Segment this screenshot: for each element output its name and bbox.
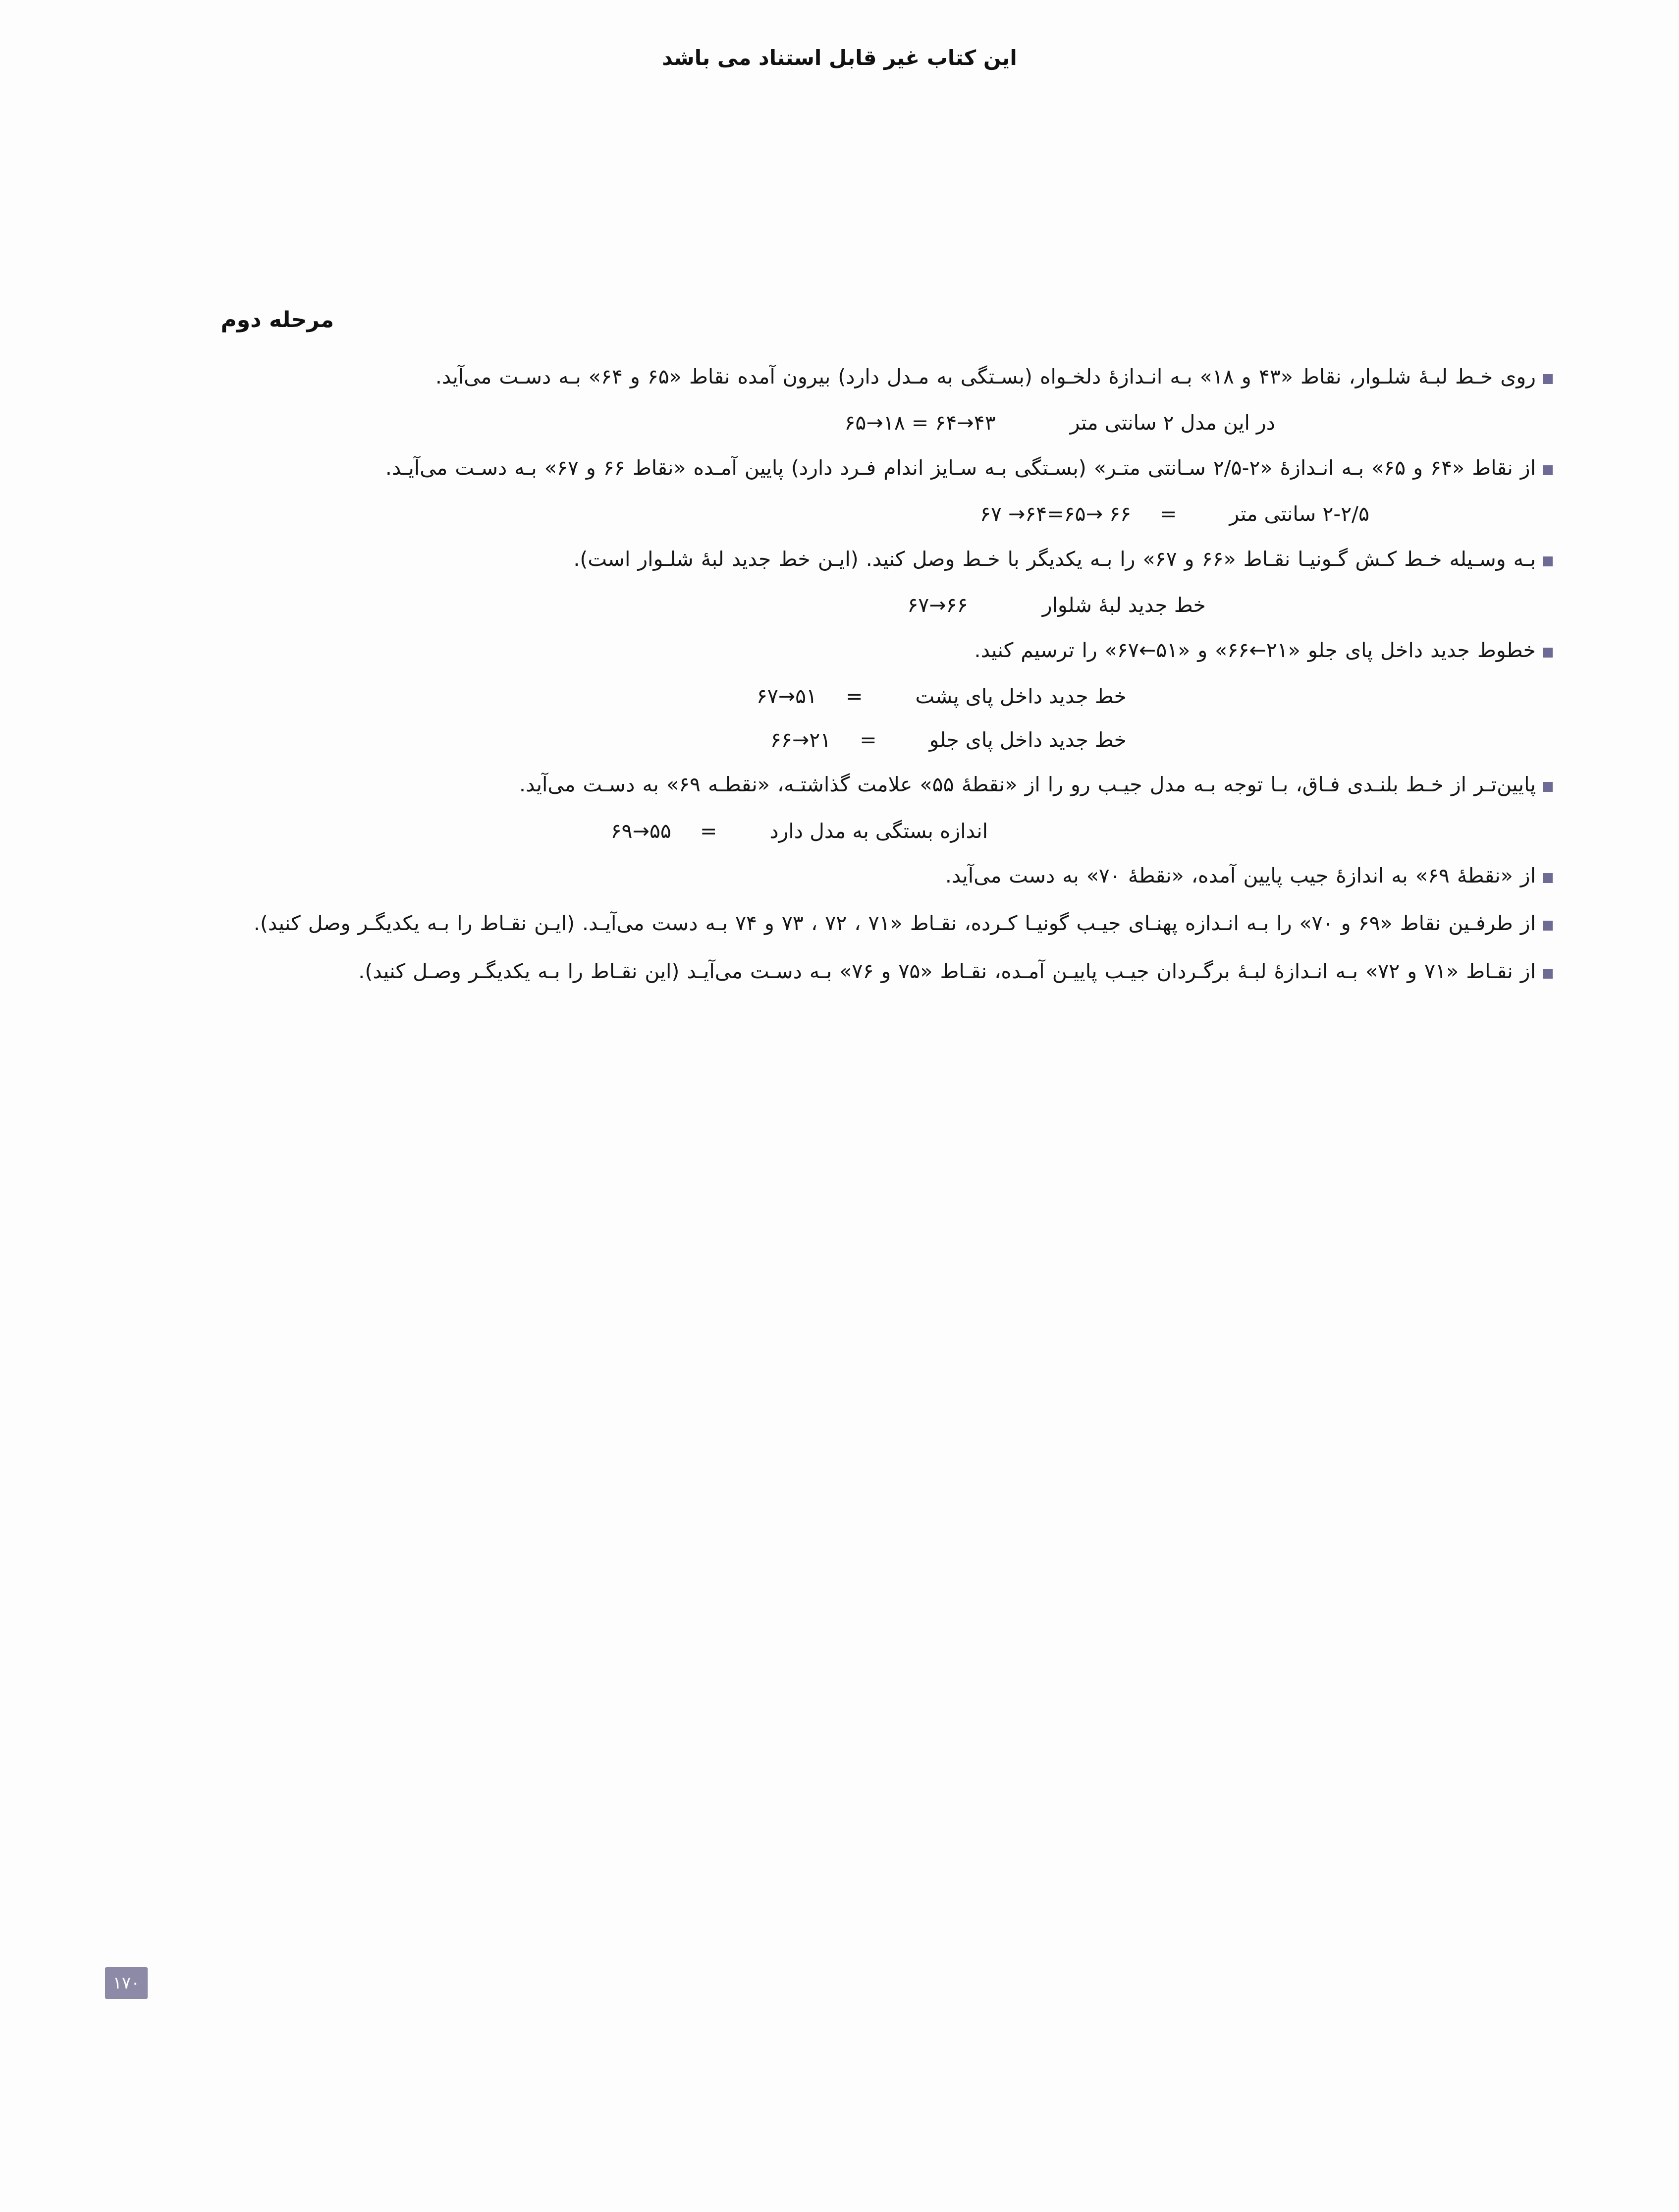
list-item — [126, 451, 1553, 484]
bullet-square-icon — [1543, 374, 1553, 384]
bullet-square-icon — [1543, 873, 1553, 883]
list-item-text: از «نقطۀ ۶۹» به اندازۀ جیب پایین آمده، «نقطۀ ۷۰» به دست می‌آید. — [945, 864, 1536, 888]
list-item — [126, 543, 1553, 575]
bullet-square-icon — [1543, 782, 1553, 792]
list-item-text: خطوط جدید داخل پای جلو «۲۱←۶۶» و «۵۱←۶۷» را ترسیم کنید. — [974, 638, 1536, 662]
bullet-square-icon — [1543, 921, 1553, 931]
formula-expression: ۶۶→۲۱ — [770, 727, 831, 752]
page-content — [126, 307, 1553, 1002]
bullet-square-icon — [1543, 648, 1553, 658]
running-header: این کتاب غیر قابل استناد می باشد — [662, 46, 1017, 70]
formula-row — [126, 816, 1553, 847]
bullet-square-icon — [1543, 465, 1553, 475]
formula-expression: ۶۹→۵۵ — [610, 819, 671, 843]
page-number-badge: ۱۷۰ — [105, 1967, 148, 1999]
list-item — [126, 360, 1553, 393]
formula-equals: = — [1160, 502, 1177, 526]
formula-expression: ۶۷→۶۶ — [907, 593, 968, 617]
list-item — [126, 634, 1553, 666]
list-item — [126, 859, 1553, 892]
list-item — [126, 907, 1553, 940]
formula-label: ۲-۲/۵ سانتی متر — [1229, 502, 1369, 526]
list-item — [126, 768, 1553, 801]
formula-expression: ۶۷ →۶۴=۶۵→ ۶۶ — [979, 502, 1132, 526]
list-item-text: از نقاط «۶۴ و ۶۵» بـه انـدازۀ «۲-۲/۵ سـانتی متـر» (بسـتگی بـه سـایز اندام فـرد دارد) پایین آمـده «نقاط ۶۶ و ۶۷» بـه دسـت می‌آیـد. — [385, 455, 1536, 480]
formula-row — [126, 681, 1553, 712]
list-item-text: از نقـاط «۷۱ و ۷۲» بـه انـدازۀ لبـۀ برگـردان جیـب پاییـن آمـده، نقـاط «۷۵ و ۷۶» بـه دسـت می‌آیـد (این نقـاط را بـه یکدیگـر وصـل کنید). — [358, 959, 1536, 983]
list-item-text: روی خـط لبـۀ شلـوار، نقاط «۴۳ و ۱۸» بـه انـدازۀ دلخـواه (بسـتگی به مـدل دارد) بیرون آمده نقاط «۶۵ و ۶۴» بـه دسـت می‌آید. — [435, 365, 1536, 388]
formula-row — [126, 590, 1553, 621]
list-item-text: بـه وسـیله خـط کـش گـونیـا نقـاط «۶۶ و ۶۷» را بـه یکدیگر با خـط وصل کنید. (ایـن خط جدید لبۀ شلـوار است). — [573, 547, 1536, 571]
list-item — [126, 955, 1553, 988]
formula-row — [126, 725, 1553, 756]
bullet-square-icon — [1543, 556, 1553, 566]
formula-row — [126, 499, 1553, 530]
formula-equals: = — [700, 819, 717, 843]
bullet-square-icon — [1543, 969, 1553, 979]
formula-row — [126, 408, 1553, 439]
section-title-text: مرحله دوم — [220, 307, 334, 332]
formula-equals: = — [860, 727, 877, 752]
list-item-text: پایین‌تـر از خـط بلنـدی فـاق، بـا توجه بـه مدل جیـب رو را از «نقطۀ ۵۵» علامت گذاشتـه، «نقطـه ۶۹» به دسـت می‌آید. — [519, 773, 1536, 797]
formula-label: اندازه بستگی به مدل دارد — [769, 819, 988, 843]
formula-label: خط جدید لبۀ شلوار — [1042, 593, 1206, 617]
formula-expression: ۶۵→۱۸ = ۶۴→۴۳ — [844, 411, 996, 435]
page-title — [126, 307, 1553, 332]
list-item-text: از طرفـین نقاط «۶۹ و ۷۰» را بـه انـدازه پهنـای جیـب گونیـا کـرده، نقـاط «۷۱ ، ۷۲ ، ۷۳ و ۷۴ بـه دست می‌آیـد. (ایـن نقـاط را بـه یکدیگـر وصل کنید). — [253, 911, 1536, 936]
formula-label: در این مدل ۲ سانتی متر — [1070, 411, 1275, 435]
formula-equals: = — [846, 684, 863, 709]
formula-expression: ۶۷→۵۱ — [756, 684, 817, 709]
formula-label: خط جدید داخل پای جلو — [929, 727, 1127, 752]
formula-label: خط جدید داخل پای پشت — [915, 684, 1127, 709]
